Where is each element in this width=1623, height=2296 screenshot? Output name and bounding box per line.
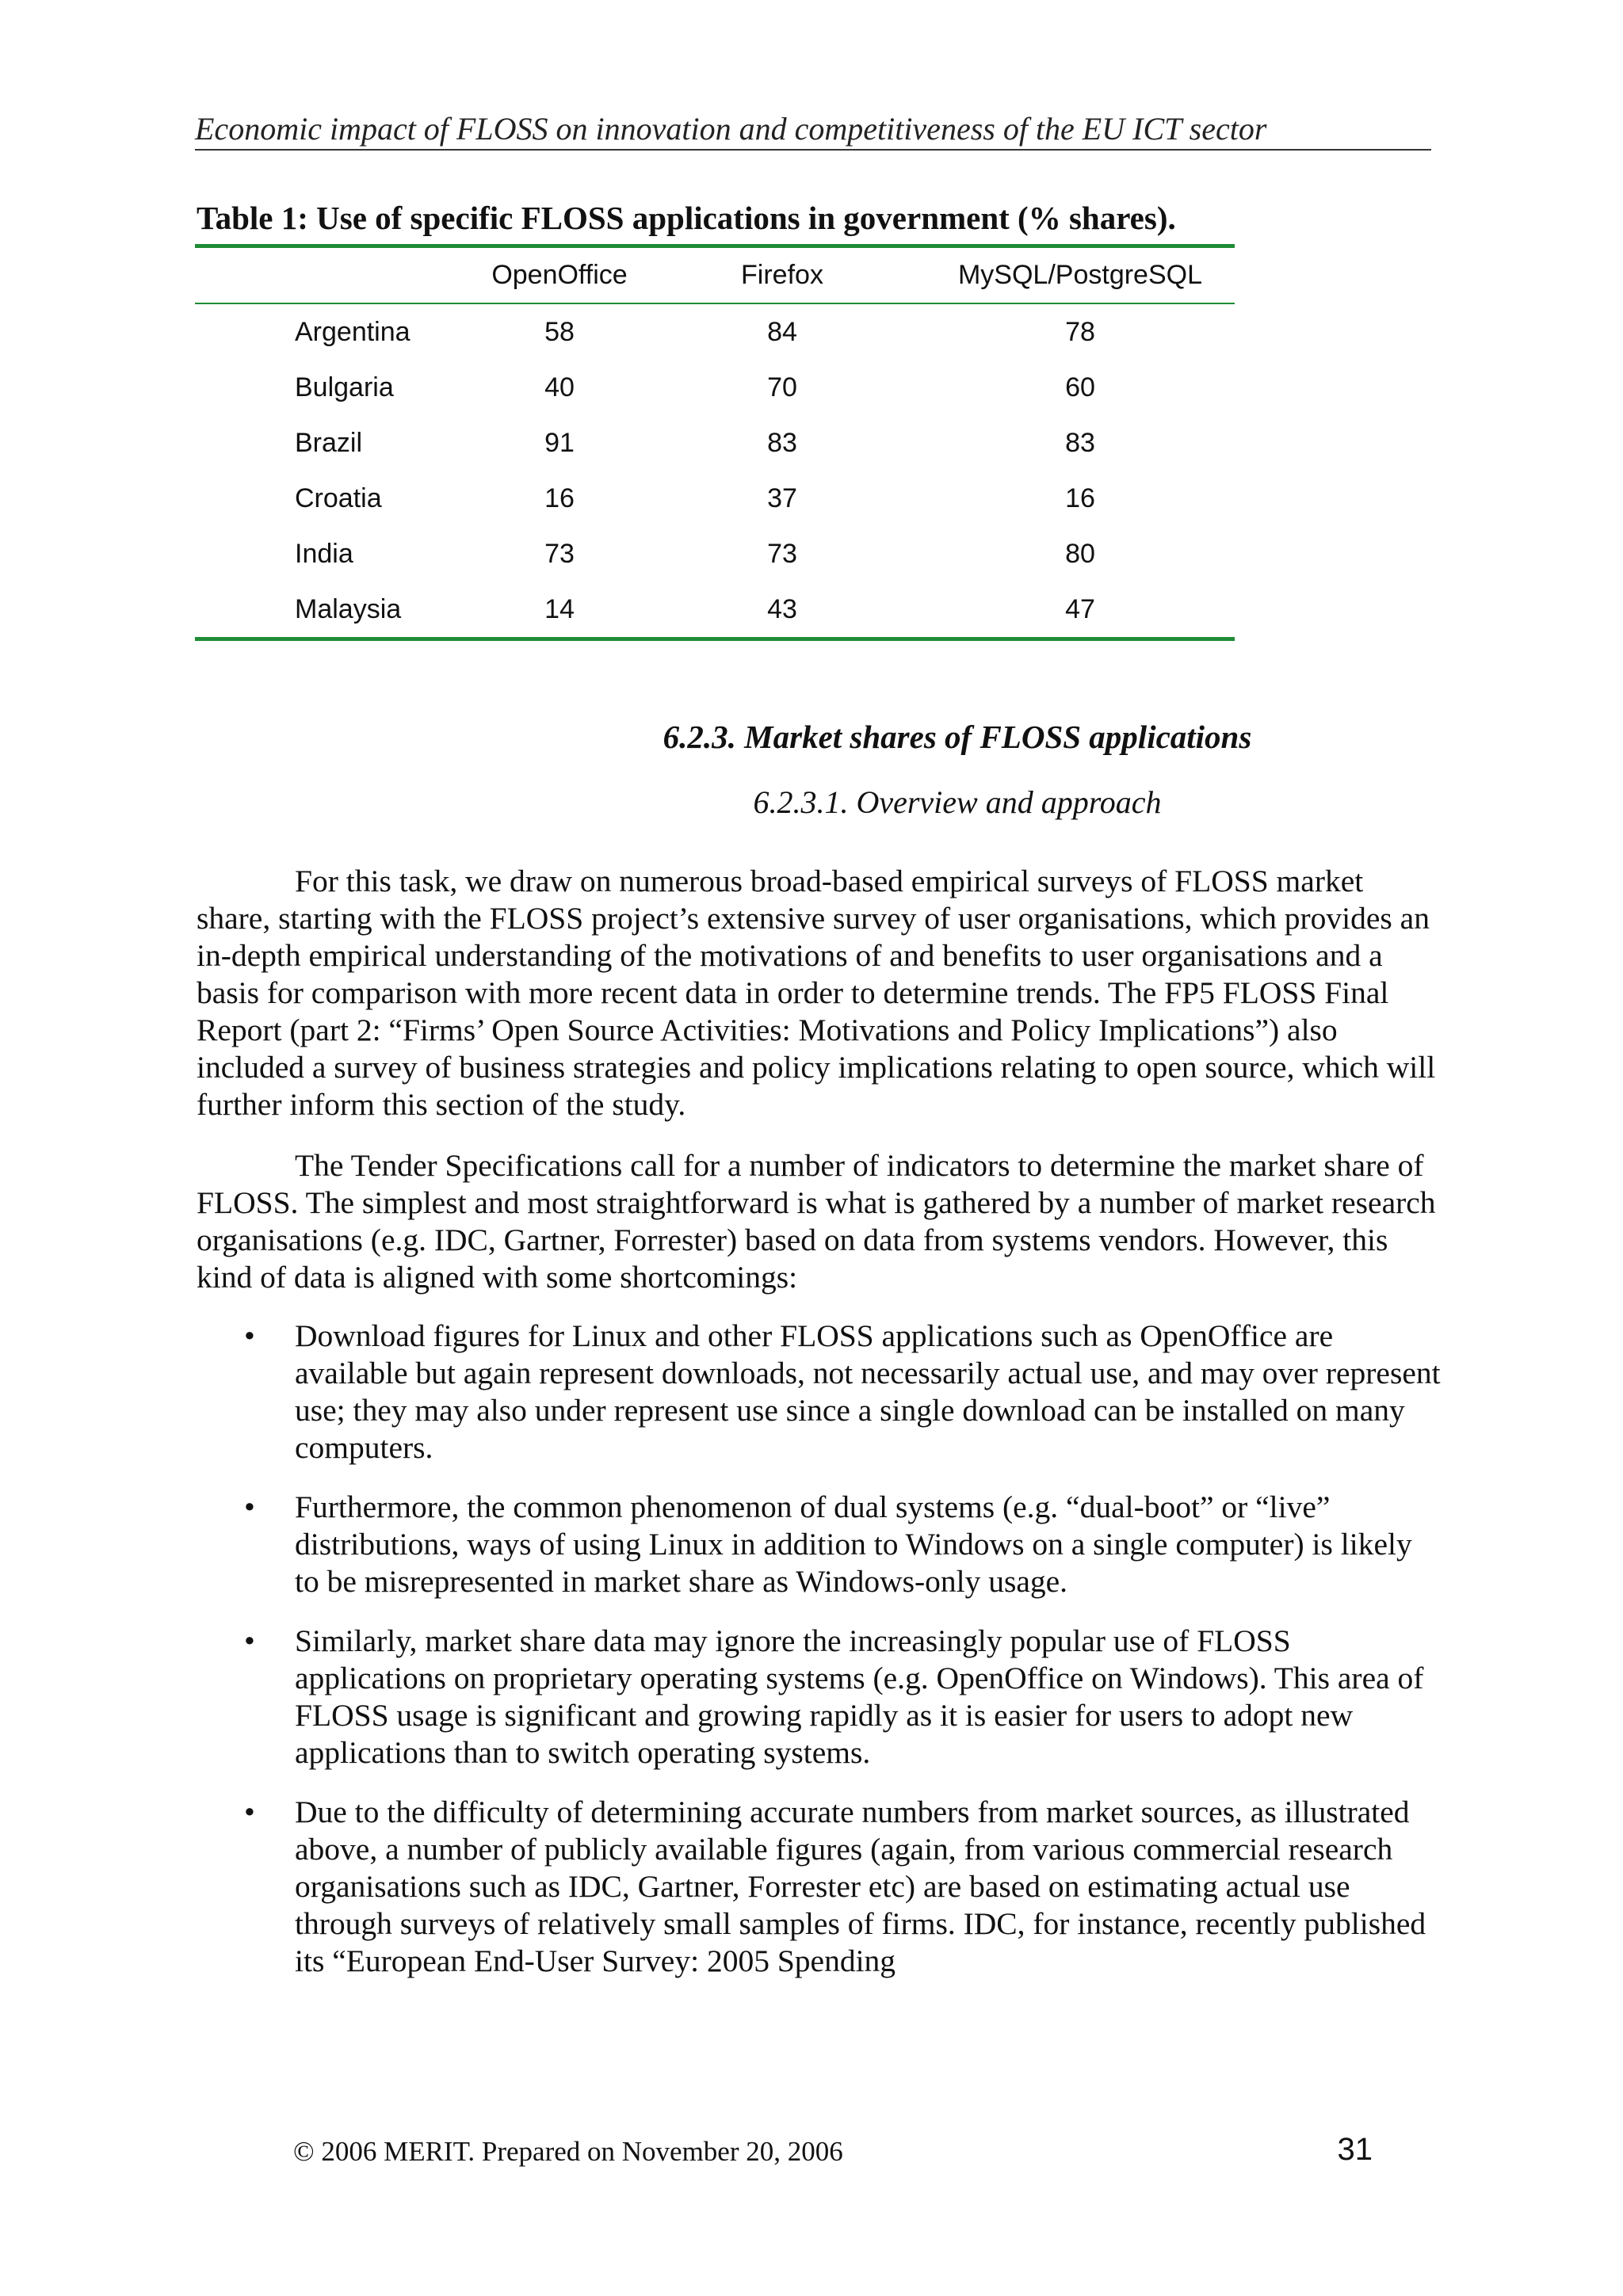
data-table: [195, 244, 1235, 641]
subsection-heading: 6.2.3.1. Overview and approach: [753, 784, 1162, 820]
bullet-icon: •: [244, 1623, 255, 1658]
column-header-firefox: Firefox: [741, 260, 823, 290]
openoffice-cell: 16: [544, 482, 575, 513]
table-row: [195, 526, 1235, 582]
bullet-icon: •: [244, 1794, 255, 1829]
table-row: [195, 415, 1235, 471]
bullet-icon: •: [244, 1318, 255, 1353]
page-number: 31: [1337, 2132, 1373, 2167]
firefox-cell: 84: [767, 316, 797, 347]
firefox-cell: 73: [767, 538, 797, 569]
table-row: [195, 582, 1235, 639]
paragraph: For this task, we draw on numerous broad-based empirical surveys of FLOSS market share, starting with the FLOSS project’s extensive survey of user organisations, which provides an in-depth empirical understanding of the motivations of and benefits to user organisations and a basis for comparison with more recent data in order to determine trends. The FP5 FLOSS Final Report (part 2: “Firms’ Open Source Activities: Motivations and Policy Implications”) also included a survey of business strategies and policy implications relating to open source, which will further inform this section of the study.: [197, 864, 1436, 1122]
list-item: [197, 1623, 1442, 1772]
running-header: [195, 108, 1431, 151]
database-cell: 47: [1065, 593, 1095, 624]
openoffice-cell: 73: [544, 538, 575, 569]
openoffice-cell: 58: [544, 316, 575, 347]
openoffice-cell: 14: [544, 593, 575, 624]
country-cell: Malaysia: [295, 593, 402, 624]
list-item-text: Due to the difficulty of determining accurate numbers from market sources, as illustrated above, a number of publicly available figures (again, from various commercial research organisations such as IDC, Gartner, Forrester etc) are based on estimating actual use through surveys of relatively small samples of firms. IDC, for instance, recently published its “European End-User Survey: 2005 Spending: [295, 1794, 1426, 1978]
firefox-cell: 70: [767, 372, 797, 402]
firefox-cell: 37: [767, 482, 797, 513]
openoffice-cell: 91: [544, 427, 575, 458]
bullet-list: [197, 1318, 1442, 2002]
table-row: [195, 360, 1235, 415]
country-cell: Argentina: [295, 316, 411, 347]
list-item: [197, 1489, 1442, 1600]
table-row: [195, 471, 1235, 526]
table-row: [195, 303, 1235, 360]
table-header-row: [195, 246, 1235, 304]
column-header-mysql-postgresql: MySQL/PostgreSQL: [957, 260, 1202, 290]
openoffice-cell: 40: [544, 372, 575, 402]
firefox-cell: 43: [767, 593, 797, 624]
country-cell: Bulgaria: [295, 372, 394, 402]
table-caption: Table 1: Use of specific FLOSS applications in government (% shares).: [197, 200, 1176, 236]
list-item: [197, 1794, 1442, 1980]
database-cell: 60: [1065, 372, 1095, 402]
country-cell: Brazil: [295, 427, 363, 458]
section-heading: 6.2.3. Market shares of FLOSS applications: [663, 719, 1252, 755]
country-cell: India: [295, 538, 353, 569]
database-cell: 78: [1065, 316, 1095, 347]
list-item: [197, 1318, 1442, 1466]
bullet-icon: •: [244, 1489, 255, 1524]
list-item-text: Furthermore, the common phenomenon of dual systems (e.g. “dual-boot” or “live” distributions, ways of using Linux in addition to Windows on a single computer) is likely to be misrepresented in market share as Windows-only usage.: [295, 1489, 1412, 1599]
country-cell: Croatia: [295, 482, 382, 513]
database-cell: 16: [1065, 482, 1095, 513]
database-cell: 80: [1065, 538, 1095, 569]
column-header-openoffice: OpenOffice: [491, 260, 628, 290]
database-cell: 83: [1065, 427, 1095, 458]
footer-copyright: © 2006 MERIT. Prepared on November 20, 2006: [293, 2136, 843, 2167]
list-item-text: Similarly, market share data may ignore the increasingly popular use of FLOSS applications on proprietary operating systems (e.g. OpenOffice on Windows). This area of FLOSS usage is significant and growing rapidly as it is easier for users to adopt new applications than to switch operating systems.: [295, 1623, 1424, 1770]
list-item-text: Download figures for Linux and other FLOSS applications such as OpenOffice are available but again represent downloads, not necessarily actual use, and may over represent use; they may also under represent use since a single download can be installed on many computers.: [295, 1318, 1441, 1465]
column-header-country: [195, 246, 480, 304]
running-title: Economic impact of FLOSS on innovation and competitiveness of the EU ICT sector: [195, 111, 1267, 147]
firefox-cell: 83: [767, 427, 797, 458]
paragraph: The Tender Specifications call for a number of indicators to determine the market share of FLOSS. The simplest and most straightforward is what is gathered by a number of market research organisations (e.g. IDC, Gartner, Forrester) based on data from systems vendors. However, this kind of data is aligned with some shortcomings:: [197, 1148, 1436, 1295]
